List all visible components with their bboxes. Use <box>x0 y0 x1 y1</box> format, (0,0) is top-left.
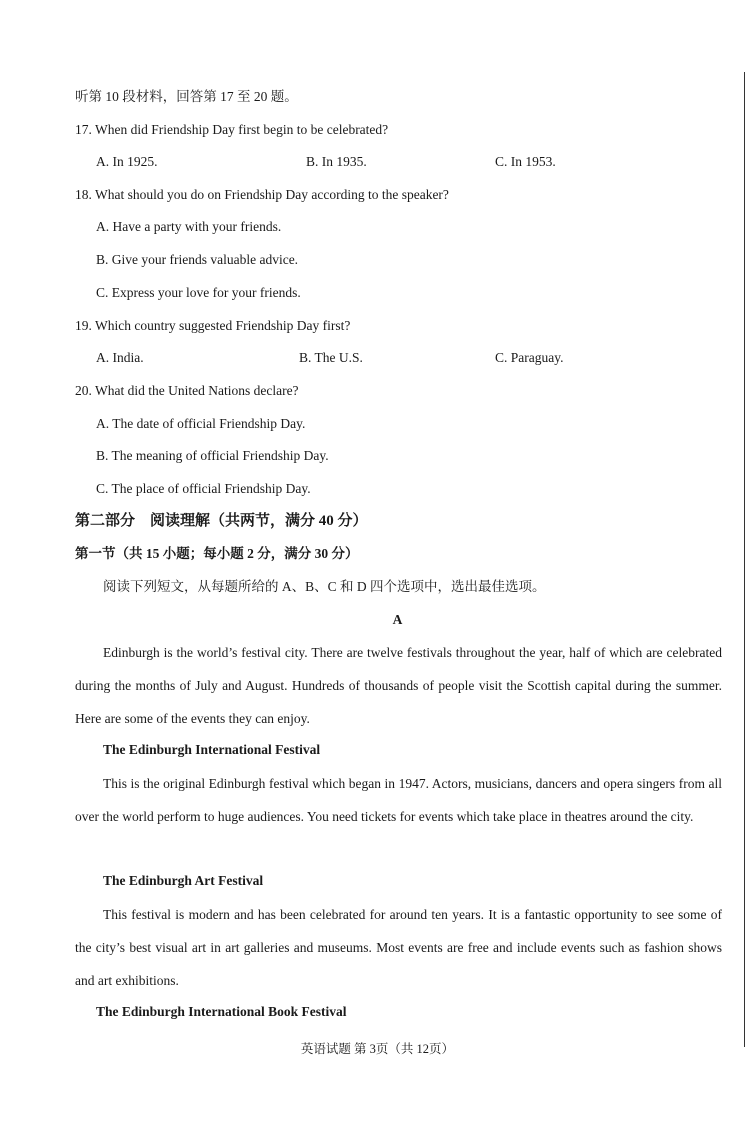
part-two-title: 第二部分 阅读理解（共两节，满分 40 分） <box>75 513 368 529</box>
question-20-stem: 20. What did the United Nations declare? <box>75 383 299 398</box>
question-17-option-a[interactable]: A. In 1925. <box>96 154 158 169</box>
passage-label: A <box>392 612 403 627</box>
section-one-title: 第一节（共 15 小题；每小题 2 分，满分 30 分） <box>75 546 359 561</box>
question-19-option-a[interactable]: A. India. <box>96 350 144 365</box>
question-20-option-c[interactable]: C. The place of official Friendship Day. <box>96 481 311 496</box>
question-18-option-b[interactable]: B. Give your friends valuable advice. <box>96 252 299 267</box>
question-20-option-b[interactable]: B. The meaning of official Friendship Day. <box>96 448 329 463</box>
question-18-option-c[interactable]: C. Express your love for your friends. <box>96 285 301 300</box>
listening-instruction: 听第 10 段材料，回答第 17 至 20 题。 <box>75 89 298 104</box>
festival-heading-art: The Edinburgh Art Festival <box>103 873 264 888</box>
reading-instruction: 阅读下列短文，从每题所给的 A、B、C 和 D 四个选项中，选出最佳选项。 <box>103 579 546 594</box>
question-17-stem: 17. When did Friendship Day first begin to be celebrated? <box>75 122 389 137</box>
question-17-option-c[interactable]: C. In 1953. <box>495 154 556 169</box>
festival-text-international-body: This is the original Edinburgh festival which began in 1947. Actors, musicians, dancers and opera singers from all over the world perform to huge audiences. You need tickets for events which take place in theatres around the city. <box>75 776 722 824</box>
festival-text-art-body: This festival is modern and has been celebrated for around ten years. It is a fantastic opportunity to see some of the city’s best visual art in art galleries and museums. Most events are free and include events such as fashion shows and art exhibitions. <box>75 907 722 988</box>
question-17-option-b[interactable]: B. In 1935. <box>306 154 367 169</box>
question-19-option-c[interactable]: C. Paraguay. <box>495 350 564 365</box>
question-18-stem: 18. What should you do on Friendship Day according to the speaker? <box>75 187 449 202</box>
festival-text-art <box>75 898 722 997</box>
page-footer: 英语试题 第 3页（共 12页） <box>300 1042 455 1056</box>
question-18-option-a[interactable]: A. Have a party with your friends. <box>96 219 282 234</box>
festival-heading-international: The Edinburgh International Festival <box>103 742 321 757</box>
page-edge-rule <box>744 72 745 1047</box>
question-19-stem: 19. Which country suggested Friendship Day first? <box>75 318 351 333</box>
festival-heading-book: The Edinburgh International Book Festival <box>96 1004 347 1019</box>
question-19-option-b[interactable]: B. The U.S. <box>299 350 363 365</box>
festival-text-international <box>75 767 722 833</box>
passage-intro-text: Edinburgh is the world’s festival city. There are twelve festivals throughout the year, half of which are celebrated during the months of July and August. Hundreds of thousands of people visit the Scottish capital during the summer. Here are some of the events they can enjoy. <box>75 645 722 726</box>
question-20-option-a[interactable]: A. The date of official Friendship Day. <box>96 416 306 431</box>
passage-intro <box>75 636 722 735</box>
